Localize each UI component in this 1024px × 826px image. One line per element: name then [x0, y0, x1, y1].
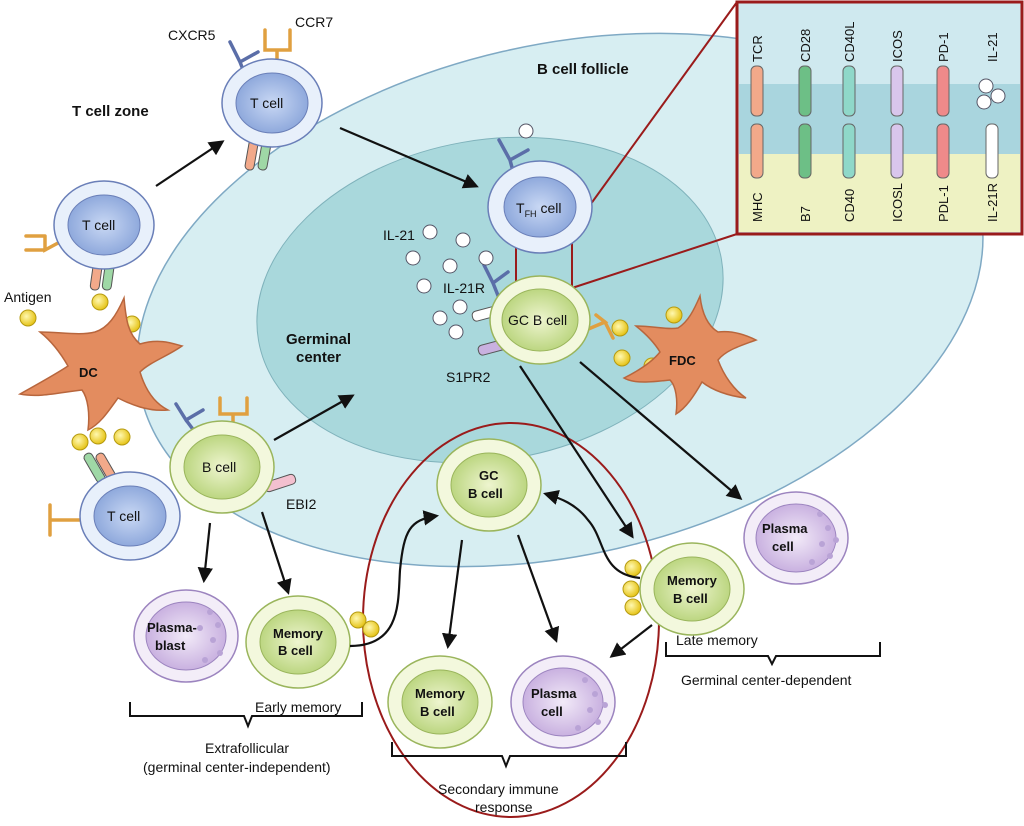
memory-b-cell-late [640, 543, 744, 635]
gc-b-cell-top [490, 276, 590, 364]
svg-text:Plasma: Plasma [531, 686, 577, 701]
plasma-cell-late [744, 492, 848, 584]
inset-top-molecule-cd28 [799, 66, 811, 116]
plasma-cell-secondary [511, 656, 615, 748]
svg-text:B cell: B cell [278, 643, 313, 658]
germinal-center-label-2: center [296, 349, 342, 366]
ebi2-label: EBI2 [286, 496, 317, 512]
extrafollicular-label-1: Extrafollicular [205, 740, 290, 756]
t-cell-zone-label: T cell zone [72, 103, 149, 120]
inset-top-label-cd28: CD28 [798, 28, 813, 62]
inset-bottom-label-mhc: MHC [750, 192, 765, 222]
t-cell-top [222, 59, 322, 147]
b-cell [170, 421, 274, 513]
svg-text:T cell: T cell [82, 217, 116, 233]
inset-il21-cytokine [991, 89, 1005, 103]
fdc-label: FDC [669, 353, 696, 368]
svg-text:GC: GC [479, 468, 499, 483]
svg-text:B cell: B cell [673, 591, 708, 606]
inset-bottom-molecule-cd40 [843, 124, 855, 178]
gc-dependent-label: Germinal center-dependent [681, 672, 852, 688]
svg-text:B cell: B cell [420, 704, 455, 719]
il21-label: IL-21 [383, 227, 415, 243]
extrafollicular-label-2: (germinal center-independent) [143, 759, 331, 775]
inset-top-molecule-pd-1 [937, 66, 949, 116]
tcell-bottom-receptor-icon [50, 505, 80, 535]
tcell-left-receptor-icon [26, 236, 58, 250]
secondary-label-1: Secondary immune [438, 781, 559, 797]
inset-top-molecule-tcr [751, 66, 763, 116]
t-cell-left [54, 181, 154, 269]
svg-text:B cell: B cell [202, 459, 237, 475]
inset-top-label-il-21: IL-21 [985, 32, 1000, 62]
svg-text:blast: blast [155, 638, 186, 653]
memory-b-cell-secondary [388, 656, 492, 748]
inset-il21-cytokine [979, 79, 993, 93]
il21r-label: IL-21R [443, 280, 486, 296]
late-memory-label: Late memory [676, 632, 758, 648]
inset-bottom-label-il-21r: IL-21R [985, 182, 1000, 222]
inset-top-molecule-icos [891, 66, 903, 116]
svg-text:Memory: Memory [415, 686, 465, 701]
inset-bottom-molecule-pdl-1 [937, 124, 949, 178]
gc-b-cell-secondary [437, 439, 541, 531]
inset-bottom-molecule-icosl [891, 124, 903, 178]
inset-bottom-label-b7: B7 [798, 206, 813, 222]
svg-text:T cell: T cell [250, 95, 284, 111]
svg-text:GC B cell: GC B cell [508, 312, 568, 328]
inset-top-label-cd40l: CD40L [842, 21, 857, 62]
inset-bottom-molecule-b7 [799, 124, 811, 178]
memory-b-cell-early [246, 596, 350, 688]
inset-top-label-icos: ICOS [890, 30, 905, 62]
inset-bottom-label-cd40: CD40 [842, 188, 857, 222]
svg-text:cell: cell [772, 539, 794, 554]
inset-bottom-label-pdl-1: PDL-1 [936, 185, 951, 222]
s1pr2-label: S1PR2 [446, 369, 491, 385]
b-cell-follicle-label: B cell follicle [537, 61, 629, 78]
antigen-label: Antigen [4, 289, 52, 305]
secondary-label-2: response [475, 799, 533, 815]
inset-bottom-molecule-il-21r [986, 124, 998, 178]
inset-bottom-molecule-mhc [751, 124, 763, 178]
svg-text:cell: cell [541, 704, 563, 719]
tfh-cell [488, 161, 592, 253]
plasmablast [134, 590, 238, 682]
svg-text:B cell: B cell [468, 486, 503, 501]
t-cell-bottom [80, 472, 180, 560]
inset-top-molecule-cd40l [843, 66, 855, 116]
inset-il21-cytokine [977, 95, 991, 109]
svg-text:TFH cell: $T_{FH}$ cell [516, 200, 562, 219]
early-memory-label: Early memory [255, 699, 342, 715]
cxcr5-label: CXCR5 [168, 27, 216, 43]
inset-top-label-pd-1: PD-1 [936, 32, 951, 62]
synapse-inset [737, 2, 1022, 234]
svg-text:T cell: T cell [107, 508, 141, 524]
inset-bottom-label-icosl: ICOSL [890, 182, 905, 222]
dc-label: DC [79, 365, 98, 380]
svg-text:Plasma: Plasma [762, 521, 808, 536]
svg-text:Memory: Memory [667, 573, 717, 588]
germinal-center-label-1: Germinal [286, 331, 352, 348]
svg-text:Memory: Memory [273, 626, 323, 641]
inset-top-label-tcr: TCR [750, 35, 765, 62]
svg-text:Plasma-: Plasma- [147, 620, 197, 635]
ccr7-label: CCR7 [295, 14, 334, 30]
